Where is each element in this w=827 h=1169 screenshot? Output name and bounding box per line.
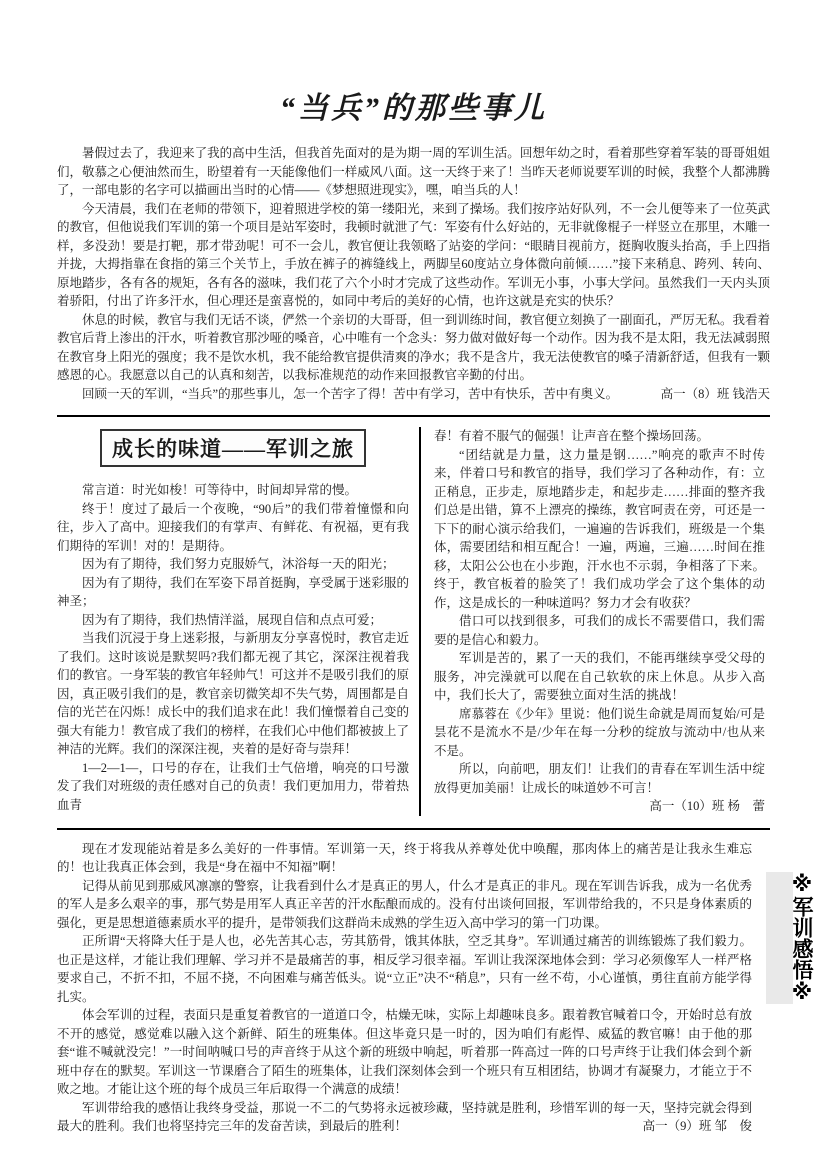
essay-2-paragraph: 军训是苦的，累了一天的我们，不能再继续享受父母的服务，冲完澡就可以爬在自己软软的床上休息。从步入高中，我们长大了，需要独立面对生活的挑战！ (434, 651, 765, 702)
horizontal-rule-1 (57, 415, 770, 417)
essay-1 (57, 90, 770, 403)
essay-1-title: “当兵”的那些事儿 (280, 92, 547, 125)
essay-3 (57, 840, 770, 1136)
vertical-section-banner (766, 872, 815, 1004)
essay-2-closing-text: 所以，向前吧，朋友们！让我们的青春在军训生活中绽放得更加美丽！让成长的味道妙不可言！ (434, 762, 765, 795)
essay-3-byline: 高一（9）班 邹 俊 (642, 1119, 752, 1133)
essay-1-paragraph: 今天清晨，我们在老师的带领下，迎着照进学校的第一缕阳光，来到了操场。我们按序站好队列，不一会儿便等来了一位英武的教官，但他说我们军训的第一个项目是站军姿时，我顿时就泄了气：军姿有什么好站的，无非就像棍子一样竖立在那里，木雕一样，多没劲！要是打靶，那才带劲呢！可不一会儿，教官便让我领略了站姿的学问：“眼睛目视前方，挺胸收腹头抬高，手上四指并拢，大拇指靠在食指的第三个关节上，手放在裤子的裤缝线上，两脚呈60度站立身体微向前倾……”接下来稍息、跨列、转向、原地踏步，各有各的规矩，各有各的滋味，我们花了六个小时才完成了这些动作。军训无小事，小事大学问。虽然我们一天内头顶着骄阳，付出了许多汗水，但心理还是蛮喜悦的，如同中考后的美好的心情，也许这就是充实的快乐？ (57, 201, 770, 308)
essay-2-paragraph: 席慕蓉在《少年》里说：他们说生命就是周而复始/可是昙花不是流水不是/少年在每一分秒的绽放与流动中/也从来不是。 (434, 706, 765, 758)
essay-2-paragraph: 春！有着不服气的倔强！让声音在整个操场回荡。 (434, 429, 710, 443)
essay-2-paragraph: 因为有了期待，我们在军姿下昂首挺胸，享受属于迷彩服的神圣； (57, 575, 409, 608)
essay-3-paragraph: 现在才发现能站着是多么美好的一件事情。军训第一天，终于将我从养尊处优中唤醒，那肉体上的痛苦是让我永生难忘的！也让我真正体会到，我是“身在福中不知福”啊！ (57, 841, 752, 874)
essay-3-closing-text: 军训带给我的感悟让我终身受益，那说一不二的气势将永远被珍藏，坚持就是胜利，珍惜军训的每一天，坚持完就会得到最大的胜利。我们也将坚持完三年的发奋苦读，到最后的胜利！ (57, 1100, 752, 1133)
essay-2-paragraph: 常言道：时光如梭！可等待中，时间却异常的慢。 (82, 483, 358, 497)
horizontal-rule-2 (57, 828, 770, 830)
essay-2-paragraph: 因为有了期待，我们热情洋溢，展现自信和点点可爱； (82, 612, 383, 627)
essay-2-paragraph: 终于！度过了最后一个夜晚，“90后”的我们带着憧憬和向往，步入了高中。迎接我们的有掌声、有鲜花、有祝福，更有我们期待的军训！对的！是期待。 (57, 501, 409, 553)
essay-2-closing (434, 760, 765, 813)
essay-2-paragraph: “团结就是力量，这力量是钢……”响亮的歌声不时传来，伴着口号和教官的指导，我们学习了各种动作，有：立正稍息，正步走，原地踏步走，和起步走……排面的整齐我们总是出错，算不上漂亮的操练，教官呵责在旁，可还是一下下的耐心演示给我们，一遍遍的告诉我们，班级是一个集体，需要团结和相互配合！一遍，两遍，三遍……时间在推移，太阳公公也在小步跑，汗水也不示弱，争相落了下来。终于，教官板着的脸笑了！我们成功学会了这个集体的动作，这是成长的一种味道吗？努力才会有收获？ (434, 447, 765, 610)
essay-2 (57, 427, 770, 816)
essay-3-paragraph: 体会军训的过程，表面只是重复着教官的一道道口令，枯燥无味，实际上却趣味良多。跟着教官喊着口令，开始时总有放不开的感觉，感觉难以融入这个新鲜、陌生的班集体。但这毕竟只是一时的，因为咱们有彪悍、威猛的教官嘛！由于他的那套“谁不喊就没完！”一时间呐喊口号的声音终于从这个新的班级中响起，听着那一阵高过一阵的口号声终于让我们体会到个新班中存在的默契。军训这一节课磨合了陌生的班集体，让我们深刻体会到一个班只有互相团结，协调才有凝聚力，才能立于不败之地。才能让这个班的每个成员三年后取得一个满意的成绩！ (57, 1008, 752, 1096)
essay-3-paragraph: 正所谓“天将降大任于是人也，必先苦其心志，劳其筋骨，饿其体肤，空乏其身”。军训通过痛苦的训练锻炼了我们毅力。也正是这样，才能让我们理解、学习并不是最痛苦的事，相反学习很幸福。军训让我深深地体会到：学习必须像军人一样严格要求自己，不折不扣，不屈不挠，不向困难与痛苦低头。说“立正”决不“稍息”，只有一丝不苟，小心谨慎，勇往直前方能学得扎实。 (57, 934, 752, 1004)
essay-2-paragraph: 当我们沉浸于身上迷彩报，与新朋友分享喜悦时，教官走近了我们。这时该说是默契吗?我们都无视了其它，深深注视着我们的教官。一身军装的教官年轻帅气！可这并不是吸引我们的原因，真正吸引我们的是，教官亲切微笑却不失气势，周围都是自信的光芒在闪烁！成长中的我们追求在此！我们憧憬着自己变的强大有能力！教官成了我们的榜样，在我们心中他们都被披上了神洁的光辉。我们的深深注视，夹着的是好奇与崇拜！ (57, 631, 409, 756)
essay-2-right-column (419, 427, 765, 816)
essay-2-paragraph: 因为有了期待，我们努力克服娇气，沐浴每一天的阳光； (82, 557, 395, 571)
essay-2-paragraph: 1—2—1—，口号的存在，让我们士气倍增，响亮的口号激发了我们对班级的责任感对自己的负责！我们更加用力，带着热血青 (57, 760, 409, 812)
essay-3-paragraph: 记得从前见到那威风凛凛的警察，让我看到什么才是真正的男人，什么才是真正的非凡。现在军训告诉我，成为一名优秀的军人是多么艰辛的事，那气势是用军人真正辛苦的汗水酝酿而成的。没有付出谈何回报，军训带给我的，不只是身体素质的强化，更是思想道德素质水平的提升，是带领我们这群尚未成熟的学生迈入高中学习的第一门功课。 (57, 878, 752, 930)
essay-1-paragraph: 休息的时候，教官与我们无话不谈，俨然一个亲切的大哥哥，但一到训练时间，教官便立刻换了一副面孔，严厉无私。我看着教官后背上渗出的汗水，听着教官那沙哑的嗓音，心中唯有一个念头：努力做对做好每一个动作。因为我不是太阳，我无法减弱照在教官身上阳光的强度；我不是饮水机，我不能给教官提供清爽的净水；我不是含片，我无法使教官的嗓子清新舒适，但我有一颗感恩的心。我愿意以自己的认真和刻苦，以我标准规范的动作来回报教官辛勤的付出。 (57, 312, 770, 382)
sidebar-banner-label: ※军训感悟※ (790, 872, 814, 1004)
essay-1-paragraph: 暑假过去了，我迎来了我的高中生活，但我首先面对的是为期一周的军训生活。回想年幼之时，看着那些穿着军装的哥哥姐姐们，敬慕之心便油然而生，盼望着有一天能像他们一样威风八面。这一天终于来了！当昨天老师说要军训的时候，我整个人都沸腾了，一部电影的名字可以描画出当时的心情——《梦想照进现实》，嘿，咱当兵的人！ (57, 146, 770, 197)
essay-1-closing (57, 385, 770, 404)
essay-2-paragraph: 借口可以找到很多，可我们的成长不需要借口，我们需要的是信心和毅力。 (434, 614, 765, 647)
essay-3-closing (57, 1099, 752, 1136)
essay-1-byline: 高一（8）班 钱浩天 (660, 386, 770, 401)
essay-2-byline: 高一（10）班 杨 蕾 (649, 799, 765, 813)
essay-2-title: 成长的味道——军训之旅 (100, 429, 366, 467)
essay-2-left-column (57, 427, 419, 816)
essay-1-closing-text: 回顾一天的军训，“当兵”的那些事儿，怎一个苦字了得！苦中有学习，苦中有快乐，苦中有奥义。 (82, 386, 619, 401)
